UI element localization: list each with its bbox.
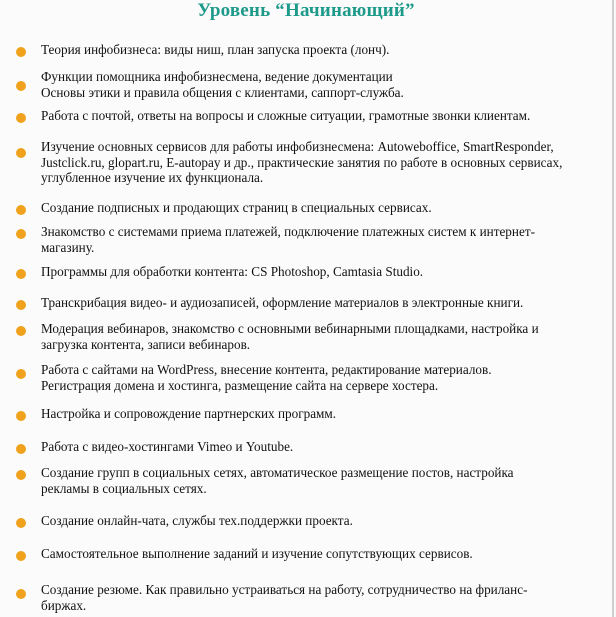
list-item-text: Создание резюме. Как правильно устраиваться на работу, сотрудничество на фриланс- биржах. xyxy=(41,582,528,613)
list-item-text: Создание групп в социальных сетях, автоматическое размещение постов, настройка рекламы в социальных сетях. xyxy=(41,465,514,496)
list-item-text: Создание онлайн-чата, службы тех.поддержки проекта. xyxy=(41,513,353,528)
list-item-text: Транскрибация видео- и аудиозаписей, оформление материалов в электронные книги. xyxy=(41,295,524,310)
bullet-icon xyxy=(16,47,26,57)
bullet-icon xyxy=(16,81,26,91)
list-item-text: Работа с сайтами на WordPress, внесение контента, редактирование материалов. Регистрация домена и хостинга, размещение сайта на сервере хостера. xyxy=(41,362,492,393)
bullet-icon xyxy=(16,326,26,336)
page-title: Уровень “Начинающий” xyxy=(197,0,415,21)
list-item-text: Самостоятельное выполнение заданий и изучение сопутствующих сервисов. xyxy=(41,546,473,561)
bullet-icon xyxy=(16,113,26,123)
list-item-text: Создание подписных и продающих страниц в специальных сервисах. xyxy=(41,200,432,215)
list-item-text: Знакомство с системами приема платежей, подключение платежных систем к интернет- магазину. xyxy=(41,224,535,255)
list-item-text: Функции помощника инфобизнесмена, ведение документации Основы этики и правила общения с клиентами, саппорт-служба. xyxy=(41,69,404,100)
list-item-text: Теория инфобизнеса: виды ниш, план запуска проекта (лонч). xyxy=(41,42,390,57)
bullet-icon xyxy=(16,470,26,480)
bullet-icon xyxy=(16,205,26,215)
list-item-text: Настройка и сопровождение партнерских программ. xyxy=(41,406,337,421)
bullet-icon xyxy=(16,148,26,158)
bullet-icon xyxy=(16,229,26,239)
list-item-text: Изучение основных сервисов для работы инфобизнесмена: Autoweboffice, SmartResponder, Justclick.ru, glopart.ru, E-autopay и др., практические занятия по работе в основных сервисах, углубленное изучение их функционала. xyxy=(41,139,563,185)
bullet-icon xyxy=(16,369,26,379)
list-item-text: Работа с почтой, ответы на вопросы и сложные ситуации, грамотные звонки клиентам. xyxy=(41,108,531,123)
list-item-text: Работа с видео-хостингами Vimeo и Youtube. xyxy=(41,439,294,454)
bullet-icon xyxy=(16,518,26,528)
bullet-icon xyxy=(16,444,26,454)
list-item-text: Программы для обработки контента: CS Photoshop, Camtasia Studio. xyxy=(41,264,424,279)
bullet-icon xyxy=(16,589,26,599)
bullet-icon xyxy=(16,300,26,310)
list-item-text: Модерация вебинаров, знакомство с основными вебинарными площадками, настройка и загрузка контента, записи вебинаров. xyxy=(41,321,539,352)
bullet-icon xyxy=(16,411,26,421)
bullet-icon xyxy=(16,551,26,561)
bullet-icon xyxy=(16,269,26,279)
